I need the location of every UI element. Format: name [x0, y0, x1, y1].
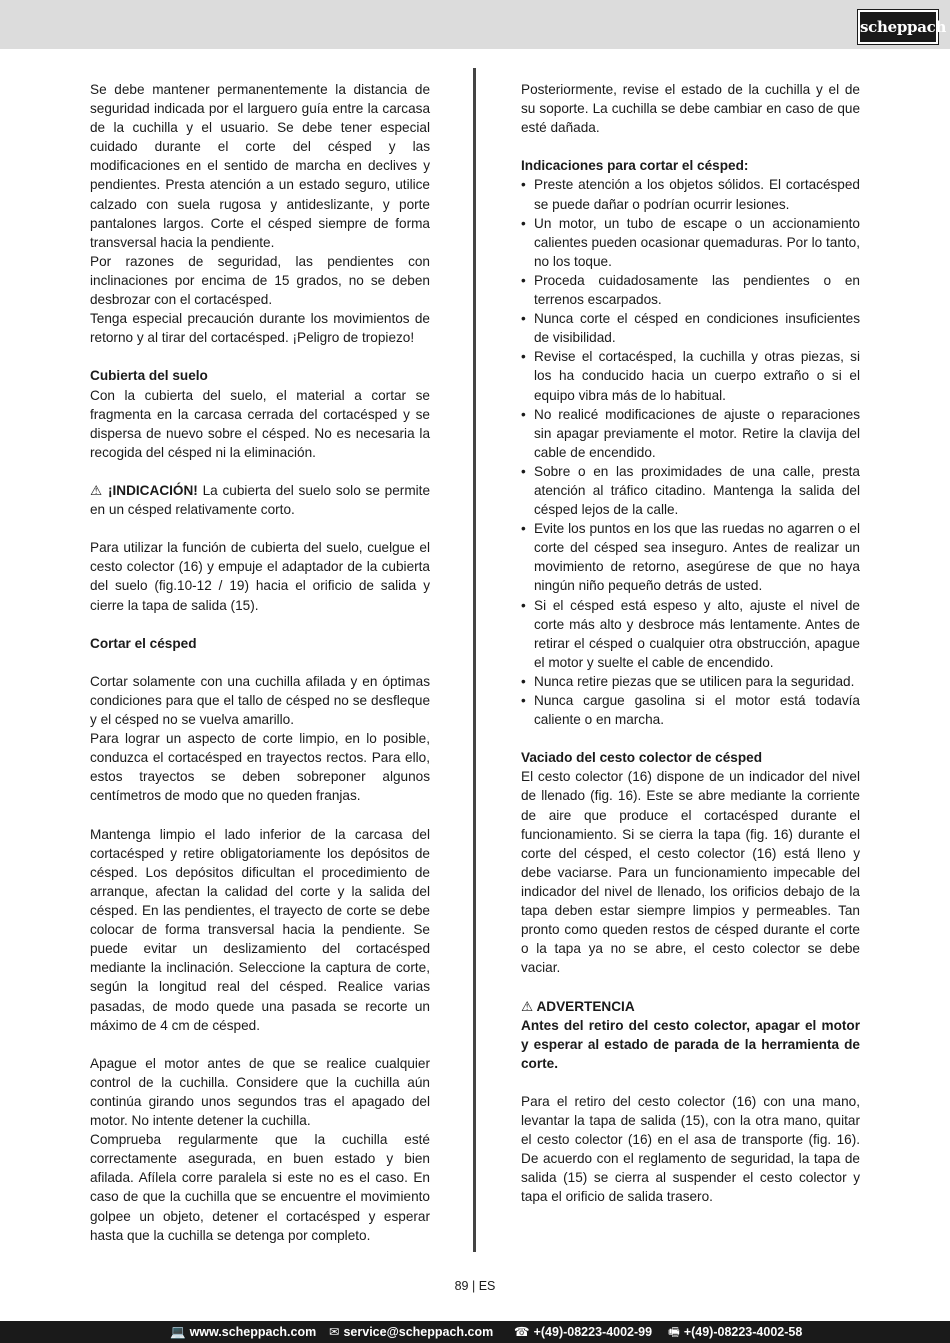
scheppach-logo: scheppach	[858, 10, 938, 44]
footer-phone	[514, 1321, 652, 1343]
paragraph: Para lograr un aspecto de corte limpio, en lo posible, conduzca el cortacésped en trayectos rectos. Para ello, estos trayectos se deben sobreponer algunos centímetros de modo que no queden franjas.	[90, 731, 430, 804]
warning-heading	[521, 997, 860, 1016]
list-item: • No realicé modificaciones de ajuste o reparaciones sin apagar previamente el motor. Retire la clavija del cable de encendido.	[521, 405, 860, 462]
section-heading-tips: Indicaciones para cortar el césped:	[521, 158, 749, 174]
paragraph: Para el retiro del cesto colector (16) con una mano, levantar la tapa de salida (15), con la otra mano, quitar el cesto colector (16) en el asa de transporte (fig. 16). De acuerdo con el reglamento de seguridad, la tapa de salida (15) se cierra al suspender el cesto colector y tapa el orificio de salida trasero.	[521, 1093, 860, 1205]
section-heading-emptying: Vaciado del cesto colector de césped	[521, 750, 763, 766]
header-bar	[0, 0, 950, 49]
list-item: • Nunca retire piezas que se utilicen para la seguridad.	[521, 672, 860, 691]
section-heading-cutting: Cortar el césped	[90, 635, 197, 651]
paragraph: Tenga especial precaución durante los movimientos de retorno y al tirar del cortacésped. ¡Peligro de tropiezo!	[90, 311, 430, 346]
paragraph: El cesto colector (16) dispone de un indicador del nivel de llenado (fig. 16). Este se abre mediante la corriente de aire que produce el cortacésped durante el funcionamiento. Si se cierra la tapa (fig. 16) durante el corte del césped, el cesto colector (16) está lleno y debe vaciarse. Para un funcionamiento impecable del indicador del nivel de llenado, los orificios debajo de la tapa deben estar siempre limpios y permeables. Tan pronto como queden restos de césped durante el corte o la tapa ya no se abre, el cesto colector se debe vaciar.	[521, 769, 860, 976]
fax-text: +(49)-08223-4002-58	[683, 1325, 803, 1339]
phone-icon: ☎	[514, 1325, 530, 1339]
warning-triangle-icon: ⚠	[90, 482, 104, 498]
paragraph: Cortar solamente con una cuchilla afilada y en óptimas condiciones para que el tallo de césped no se desfleque y el césped no se vuelva amarillo.	[90, 673, 430, 728]
list-item: • Si el césped está espeso y alto, ajuste el nivel de corte más alto y desbroce más lentamente. Antes de retirar el césped o cualquier otra obstrucción, apague el motor y suelte el cable de encendido.	[521, 596, 860, 672]
list-item: • Preste atención a los objetos sólidos. El cortacésped se puede dañar o podrían ocurrir lesiones.	[521, 175, 860, 213]
email-text: service@scheppach.com	[343, 1325, 494, 1339]
paragraph: Por razones de seguridad, las pendientes con inclinaciones por encima de 15 grados, no se deben desbrozar con el cortacésped.	[90, 253, 430, 308]
left-column	[90, 80, 430, 1245]
page-number: 89 | ES	[454, 1279, 496, 1293]
fax-icon: 🖷	[668, 1325, 680, 1339]
footer-website[interactable]	[170, 1321, 316, 1343]
warning-text: Antes del retiro del cesto colector, apagar el motor y esperar al estado de parada de la herramienta de corte.	[521, 1017, 860, 1071]
list-item: • Un motor, un tubo de escape o un accionamiento calientes pueden ocasionar quemaduras. Por lo tanto, no los toque.	[521, 214, 860, 271]
website-text: www.scheppach.com	[189, 1325, 317, 1339]
phone-text: +(49)-08223-4002-99	[533, 1325, 653, 1339]
tips-list	[521, 175, 860, 729]
computer-icon: 💻	[170, 1325, 186, 1339]
list-item: • Sobre o en las proximidades de una calle, presta atención al tráfico citadino. Mantenga la salida del césped lejos de la calle.	[521, 462, 860, 519]
right-column	[521, 80, 860, 1207]
paragraph: Mantenga limpio el lado inferior de la carcasa del cortacésped y retire obligatoriamente los depósitos de césped. Los depósitos dificultan el procedimiento de arranque, afectan la calidad del corte y la salida del césped. En las pendientes, el trayecto de corte se debe colocar de forma transversal hacia la pendiente. Se puede evitar un deslizamiento del cortacésped mediante la inclinación. Seleccione la captura de corte, según la longitud real del césped. Realice varias pasadas, de modo quede una pasada se recorte un máximo de 4 cm de césped.	[90, 826, 430, 1033]
list-item: • Nunca cargue gasolina si el motor está todavía caliente o en marcha.	[521, 691, 860, 729]
warning-triangle-icon: ⚠	[521, 998, 534, 1014]
paragraph: Con la cubierta del suelo, el material a cortar se fragmenta en la carcasa cerrada del cortacésped y se dispersa de nuevo sobre el césped. No es necesaria la recogida del césped ni la eliminación.	[90, 387, 430, 460]
note-text: La cubierta del suelo solo se permite en un césped relativamente corto.	[90, 482, 430, 518]
paragraph: Posteriormente, revise el estado de la cuchilla y el de su soporte. La cuchilla se debe cambiar en caso de que esté dañada.	[521, 82, 860, 136]
warning-label: ADVERTENCIA	[536, 998, 635, 1014]
footer-email[interactable]	[329, 1321, 493, 1343]
section-heading-mulch: Cubierta del suelo	[90, 368, 208, 384]
list-item: • Revise el cortacésped, la cuchilla y otras piezas, si los ha conducido hacia un cuerpo extraño o si el equipo vibra más de lo habitual.	[521, 347, 860, 404]
paragraph: Para utilizar la función de cubierta del suelo, cuelgue el cesto colector (16) y empuje el adaptador de la cubierta del suelo (fig.10-12 / 19) hacia el orificio de salida y cierre la tapa de salida (15).	[90, 540, 430, 613]
list-item: • Proceda cuidadosamente las pendientes o en terrenos escarpados.	[521, 271, 860, 309]
note-paragraph	[90, 481, 430, 519]
footer-bar	[0, 1321, 950, 1343]
paragraph: Comprueba regularmente que la cuchilla esté correctamente asegurada, en buen estado y bien afilada. Afílela corre paralela si este no es el caso. En caso de que la cuchilla que se encuentre el movimiento golpee un objeto, detener el cortacésped y esperar hasta que la cuchilla se detenga por completo.	[90, 1132, 430, 1243]
note-label: ¡INDICACIÓN!	[107, 482, 198, 498]
list-item: • Evite los puntos en los que las ruedas no agarren o el corte del césped sea inseguro. Antes de realizar un movimiento de retorno, asegúrese de que no haya ningún niño pequeño detrás de usted.	[521, 519, 860, 595]
paragraph: Se debe mantener permanentemente la distancia de seguridad indicada por el larguero guía entre la carcasa de la cuchilla y el usuario. Se debe tener especial cuidado durante el corte del césped y las modificaciones en el sentido de marcha en declives y pendientes. Presta atención a un estado seguro, utilice calzado con suela rugosa y antideslizante, y porte pantalones largos. Corte el césped siempre de forma transversal hacia la pendiente.	[90, 82, 430, 250]
mail-icon: ✉	[329, 1325, 340, 1339]
column-divider	[473, 68, 476, 1252]
paragraph: Apague el motor antes de que se realice cualquier control de la cuchilla. Considere que la cuchilla aún continúa girando unos segundos tras el apagado del motor. No intente detener la cuchilla.	[90, 1055, 430, 1129]
list-item: • Nunca corte el césped en condiciones insuficientes de visibilidad.	[521, 309, 860, 347]
footer-fax	[668, 1321, 802, 1343]
